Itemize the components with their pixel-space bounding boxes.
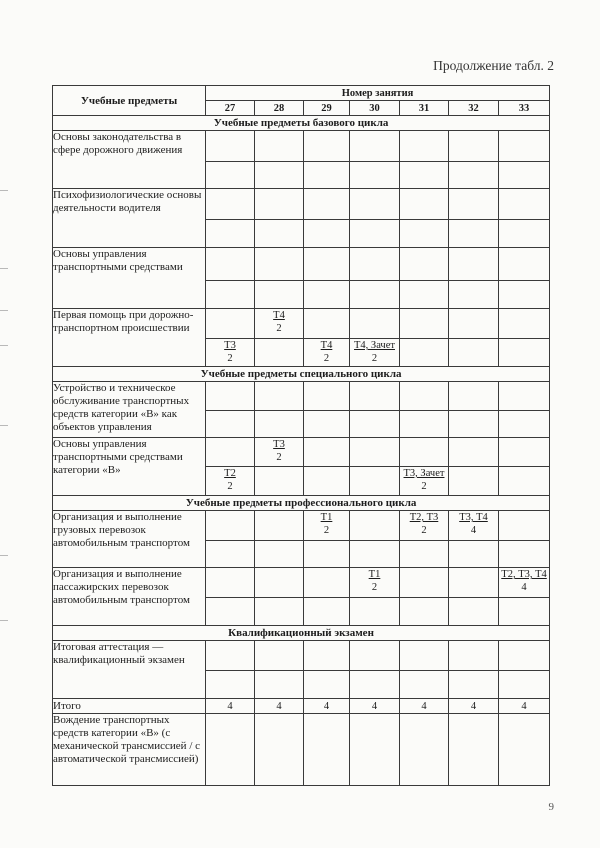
lesson-number: 33	[499, 101, 550, 116]
table-cell	[206, 309, 255, 339]
table-cell	[400, 339, 449, 367]
subject-vehicle-device: Устройство и техническое обслуживание транспортных средств категории «B» как объектов управления	[53, 382, 206, 438]
subject-vehicle-control: Основы управления транспортными средствами	[53, 248, 206, 309]
table-cell	[400, 568, 449, 598]
table-cell	[449, 220, 499, 248]
section-title-special: Учебные предметы специального цикла	[53, 367, 550, 382]
subject-first-aid: Первая помощь при дорожно-транспортном происшествии	[53, 309, 206, 367]
lesson-entry: Т2, Т3 2	[400, 511, 449, 541]
table-cell	[350, 281, 400, 309]
scan-edge-mark	[0, 425, 8, 426]
table-cell	[255, 411, 304, 438]
lesson-entry: Т3 2	[255, 438, 304, 467]
table-cell	[499, 382, 550, 411]
lesson-entry: Т2, Т3, Т4 4	[499, 568, 550, 598]
table-cell	[304, 309, 350, 339]
lesson-entry: Т3 2	[206, 339, 255, 367]
page-number: 9	[548, 801, 554, 813]
table-cell	[499, 248, 550, 281]
table-cell	[449, 189, 499, 220]
table-cell	[255, 541, 304, 568]
lesson-entry: Т1 2	[350, 568, 400, 598]
table-cell	[304, 541, 350, 568]
lesson-number-header: Номер занятия	[206, 86, 550, 101]
table-cell	[304, 714, 350, 786]
total-value: 4	[400, 699, 449, 714]
table-cell	[400, 641, 449, 671]
scan-edge-mark	[0, 190, 8, 191]
table-cell	[304, 641, 350, 671]
table-cell	[206, 714, 255, 786]
table-cell	[206, 189, 255, 220]
table-cell	[206, 162, 255, 189]
table-cell	[350, 248, 400, 281]
table-cell	[304, 411, 350, 438]
section-title-exam: Квалификационный экзамен	[53, 626, 550, 641]
table-cell	[499, 467, 550, 496]
lesson-number: 29	[304, 101, 350, 116]
table-cell	[499, 411, 550, 438]
table-cell	[304, 438, 350, 467]
table-cell	[350, 714, 400, 786]
table-cell	[499, 162, 550, 189]
table-cell	[499, 641, 550, 671]
table-cell	[206, 281, 255, 309]
table-cell	[499, 671, 550, 699]
table-cell	[255, 382, 304, 411]
total-value: 4	[350, 699, 400, 714]
table-cell	[350, 162, 400, 189]
lesson-entry: Т4 2	[255, 309, 304, 339]
total-value: 4	[255, 699, 304, 714]
subject-final-attestation: Итоговая аттестация — квалификационный экзамен	[53, 641, 206, 699]
scan-edge-mark	[0, 310, 8, 311]
table-cell	[499, 598, 550, 626]
schedule-table	[52, 85, 550, 786]
table-cell	[304, 598, 350, 626]
scan-edge-mark	[0, 345, 8, 346]
table-cell	[206, 598, 255, 626]
table-cell	[350, 641, 400, 671]
table-cell	[400, 309, 449, 339]
table-cell	[499, 309, 550, 339]
table-cell	[499, 438, 550, 467]
table-cell	[304, 189, 350, 220]
table-cell	[206, 411, 255, 438]
table-cell	[449, 438, 499, 467]
table-row	[53, 189, 550, 220]
table-cell	[499, 339, 550, 367]
table-cell	[499, 541, 550, 568]
table-cell	[206, 641, 255, 671]
table-cell	[206, 671, 255, 699]
table-cell	[255, 714, 304, 786]
lesson-entry: Т4 2	[304, 339, 350, 367]
scan-edge-mark	[0, 555, 8, 556]
table-cell	[400, 411, 449, 438]
table-cell	[255, 568, 304, 598]
section-row	[53, 496, 550, 511]
lesson-entry: Т4, Зачет 2	[350, 339, 400, 367]
table-cell	[499, 189, 550, 220]
header-row	[53, 86, 550, 101]
table-cell	[350, 671, 400, 699]
table-cell	[255, 189, 304, 220]
table-cell	[255, 598, 304, 626]
table-cell	[206, 568, 255, 598]
section-row	[53, 367, 550, 382]
table-cell	[350, 382, 400, 411]
table-cell	[304, 220, 350, 248]
table-row	[53, 641, 550, 671]
table-cell	[400, 189, 449, 220]
lesson-entry: Т3, Т4 4	[449, 511, 499, 541]
lesson-entry: Т1 2	[304, 511, 350, 541]
table-cell	[304, 281, 350, 309]
table-cell	[400, 382, 449, 411]
table-cell	[400, 598, 449, 626]
table-row	[53, 131, 550, 162]
table-cell	[255, 248, 304, 281]
section-row	[53, 116, 550, 131]
table-cell	[255, 511, 304, 541]
table-cell	[449, 309, 499, 339]
table-cell	[350, 220, 400, 248]
table-cell	[206, 382, 255, 411]
table-row	[53, 714, 550, 786]
subject-driving: Вождение транспортных средств категории «B» (с механической трансмиссией / с автоматической трансмиссией)	[53, 714, 206, 786]
table-cell	[350, 189, 400, 220]
table-cell	[350, 511, 400, 541]
table-cell	[255, 641, 304, 671]
table-cell	[304, 568, 350, 598]
table-cell	[255, 131, 304, 162]
section-title-basic: Учебные предметы базового цикла	[53, 116, 550, 131]
section-row	[53, 626, 550, 641]
table-cell	[400, 131, 449, 162]
table-row	[53, 309, 550, 339]
subject-law: Основы законодательства в сфере дорожного движения	[53, 131, 206, 189]
subject-passenger-transport: Организация и выполнение пассажирских перевозок автомобильным транспортом	[53, 568, 206, 626]
table-cell	[400, 220, 449, 248]
total-value: 4	[206, 699, 255, 714]
lesson-entry: Т2 2	[206, 467, 255, 496]
table-cell	[255, 281, 304, 309]
table-row	[53, 248, 550, 281]
table-row	[53, 511, 550, 541]
table-cell	[350, 541, 400, 568]
table-cell	[304, 248, 350, 281]
totals-row	[53, 699, 550, 714]
lesson-number: 30	[350, 101, 400, 116]
table-cell	[449, 411, 499, 438]
subject-vehicle-control-b: Основы управления транспортными средствами категории «B»	[53, 438, 206, 496]
lesson-entry: Т3, Зачет 2	[400, 467, 449, 496]
table-cell	[350, 131, 400, 162]
table-cell	[449, 641, 499, 671]
table-cell	[206, 438, 255, 467]
table-cell	[449, 248, 499, 281]
table-cell	[304, 131, 350, 162]
table-cell	[400, 714, 449, 786]
table-cell	[499, 131, 550, 162]
table-cell	[449, 339, 499, 367]
table-cell	[449, 541, 499, 568]
total-label: Итого	[53, 699, 206, 714]
table-cell	[304, 467, 350, 496]
table-cell	[255, 220, 304, 248]
table-row	[53, 438, 550, 467]
subjects-column-header: Учебные предметы	[53, 86, 206, 116]
table-cell	[304, 671, 350, 699]
table-cell	[255, 671, 304, 699]
table-cell	[449, 714, 499, 786]
table-cell	[400, 248, 449, 281]
table-cell	[400, 438, 449, 467]
table-cell	[304, 382, 350, 411]
table-cell	[255, 339, 304, 367]
table-row	[53, 568, 550, 598]
table-cell	[206, 541, 255, 568]
section-title-professional: Учебные предметы профессионального цикла	[53, 496, 550, 511]
table-cell	[255, 467, 304, 496]
table-continuation-caption: Продолжение табл. 2	[433, 58, 554, 73]
table-cell	[499, 511, 550, 541]
total-value: 4	[499, 699, 550, 714]
table-cell	[449, 131, 499, 162]
table-cell	[449, 162, 499, 189]
lesson-number: 28	[255, 101, 304, 116]
lesson-number: 31	[400, 101, 449, 116]
subject-cargo-transport: Организация и выполнение грузовых перевозок автомобильным транспортом	[53, 511, 206, 568]
scan-edge-mark	[0, 268, 8, 269]
table-cell	[350, 309, 400, 339]
table-cell	[255, 162, 304, 189]
table-row	[53, 382, 550, 411]
total-value: 4	[304, 699, 350, 714]
table-cell	[350, 598, 400, 626]
table-cell	[350, 467, 400, 496]
table-cell	[206, 248, 255, 281]
table-cell	[449, 281, 499, 309]
scan-edge-mark	[0, 620, 8, 621]
table-cell	[400, 281, 449, 309]
lesson-number: 27	[206, 101, 255, 116]
table-cell	[206, 131, 255, 162]
table-cell	[499, 220, 550, 248]
table-cell	[499, 714, 550, 786]
table-cell	[400, 541, 449, 568]
table-cell	[449, 467, 499, 496]
table-cell	[350, 438, 400, 467]
subject-psychophysiology: Психофизиологические основы деятельности водителя	[53, 189, 206, 248]
table-cell	[400, 162, 449, 189]
lesson-number: 32	[449, 101, 499, 116]
table-cell	[304, 162, 350, 189]
table-cell	[499, 281, 550, 309]
table-cell	[206, 511, 255, 541]
table-cell	[449, 568, 499, 598]
table-cell	[400, 671, 449, 699]
table-cell	[449, 671, 499, 699]
table-cell	[449, 382, 499, 411]
table-cell	[350, 411, 400, 438]
total-value: 4	[449, 699, 499, 714]
table-cell	[206, 220, 255, 248]
table-cell	[449, 598, 499, 626]
